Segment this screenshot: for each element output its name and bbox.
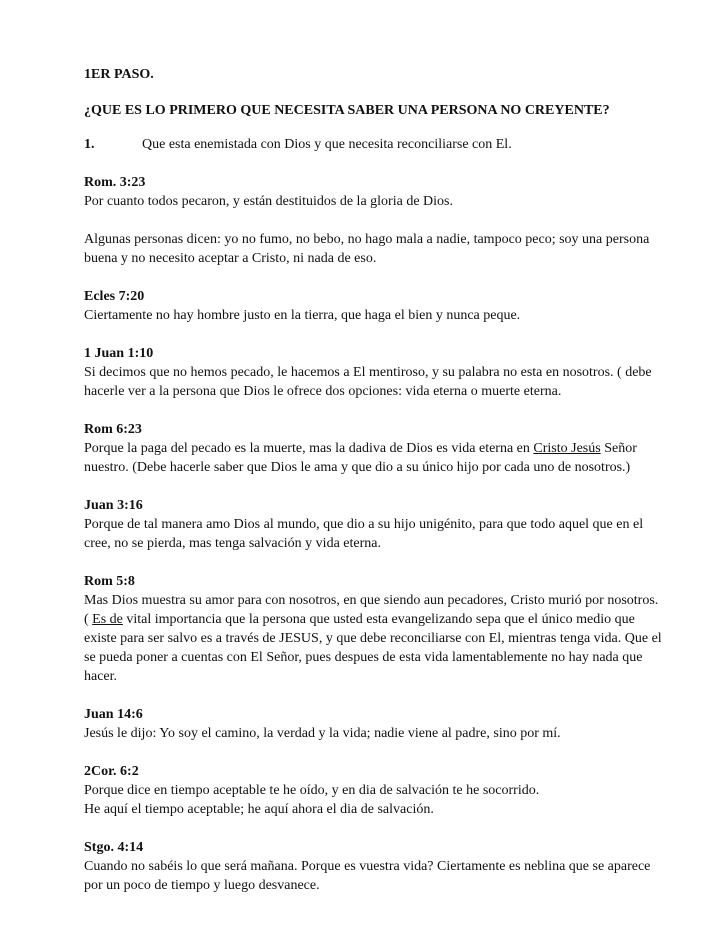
page-title: 1ER PASO. (84, 67, 154, 82)
verse-text-part: vital importancia que la persona que usted esta evangelizando sepa que el único medio que existe para ser salvo es a través de JESUS, y que debe reconciliarse con El, mientras tenga vida. Que el se pueda poner a cuentas con El Señor, pues despues de esta vida lamentablemente no hay nada que hacer. (84, 612, 662, 684)
section-ecles-7-20 (84, 287, 664, 325)
point-1 (84, 135, 664, 154)
verse-text-part: Porque la paga del pecado es la muerte, mas la dadiva de Dios es vida eterna en (84, 441, 534, 456)
verse-reference: Rom 5:8 (84, 574, 135, 589)
verse-text: Si decimos que no hemos pecado, le hacemos a El mentiroso, y su palabra no esta en nosotros. ( debe hacerle ver a la persona que Dios le ofrece dos opciones: vida eterna o muerte eterna. (84, 365, 652, 399)
verse-text-line: Porque dice en tiempo aceptable te he oído, y en dia de salvación te he socorrido. (84, 783, 540, 798)
section-juan-14-6 (84, 705, 664, 743)
verse-text: Por cuanto todos pecaron, y están destituidos de la gloria de Dios. (84, 194, 453, 209)
section-1-juan-1-10 (84, 344, 664, 401)
section-juan-3-16 (84, 496, 664, 553)
verse-text: Porque de tal manera amo Dios al mundo, que dio a su hijo unigénito, para que todo aquel que en el cree, no se pierda, mas tenga salvación y vida eterna. (84, 517, 644, 551)
verse-reference: Stgo. 4:14 (84, 840, 144, 855)
verse-reference: 1 Juan 1:10 (84, 346, 154, 361)
underlined-text: Cristo Jesús (533, 441, 601, 456)
verse-reference: Ecles 7:20 (84, 289, 145, 304)
section-rom-6-23 (84, 420, 664, 477)
section-2-cor-6-2 (84, 762, 664, 819)
main-question: ¿QUE ES LO PRIMERO QUE NECESITA SABER UNA PERSONA NO CREYENTE? (84, 103, 610, 118)
verse-text (84, 591, 664, 686)
verse-reference: 2Cor. 6:2 (84, 764, 139, 779)
section-rom-5-8 (84, 572, 664, 686)
verse-reference: Juan 14:6 (84, 707, 143, 722)
underlined-text: Es de (92, 612, 123, 627)
verse-text: Jesús le dijo: Yo soy el camino, la verdad y la vida; nadie viene al padre, sino por mí. (84, 726, 561, 741)
verse-reference: Rom. 3:23 (84, 175, 146, 190)
section-rom-3-23 (84, 173, 664, 211)
verse-text-line: He aquí el tiempo aceptable; he aquí ahora el dia de salvación. (84, 802, 434, 817)
section-stgo-4-14 (84, 838, 664, 895)
point-text: Que esta enemistada con Dios y que necesita reconciliarse con El. (142, 137, 512, 152)
verse-text-part: Señor nuestro. (Debe hacerle saber que Dios le ama y que dio a su único hijo por cada uno de nosotros.) (84, 441, 637, 475)
document-page (84, 60, 664, 914)
verse-text-part: Mas Dios muestra su amor para con nosotros, en que siendo aun pecadores, Cristo murió por nosotros. ( (84, 593, 659, 627)
verse-text: Ciertamente no hay hombre justo en la tierra, que haga el bien y nunca peque. (84, 308, 521, 323)
verse-text (84, 439, 664, 477)
verse-reference: Rom 6:23 (84, 422, 142, 437)
commentary-text: Algunas personas dicen: yo no fumo, no bebo, no hago mala a nadie, tampoco peco; soy una persona buena y no necesito aceptar a Cristo, ni nada de eso. (84, 232, 650, 266)
verse-reference: Juan 3:16 (84, 498, 143, 513)
verse-text: Cuando no sabéis lo que será mañana. Porque es vuestra vida? Ciertamente es neblina que se aparece por un poco de tiempo y luego desvanece. (84, 859, 651, 893)
section-commentary (84, 230, 664, 268)
point-number: 1. (84, 137, 95, 152)
